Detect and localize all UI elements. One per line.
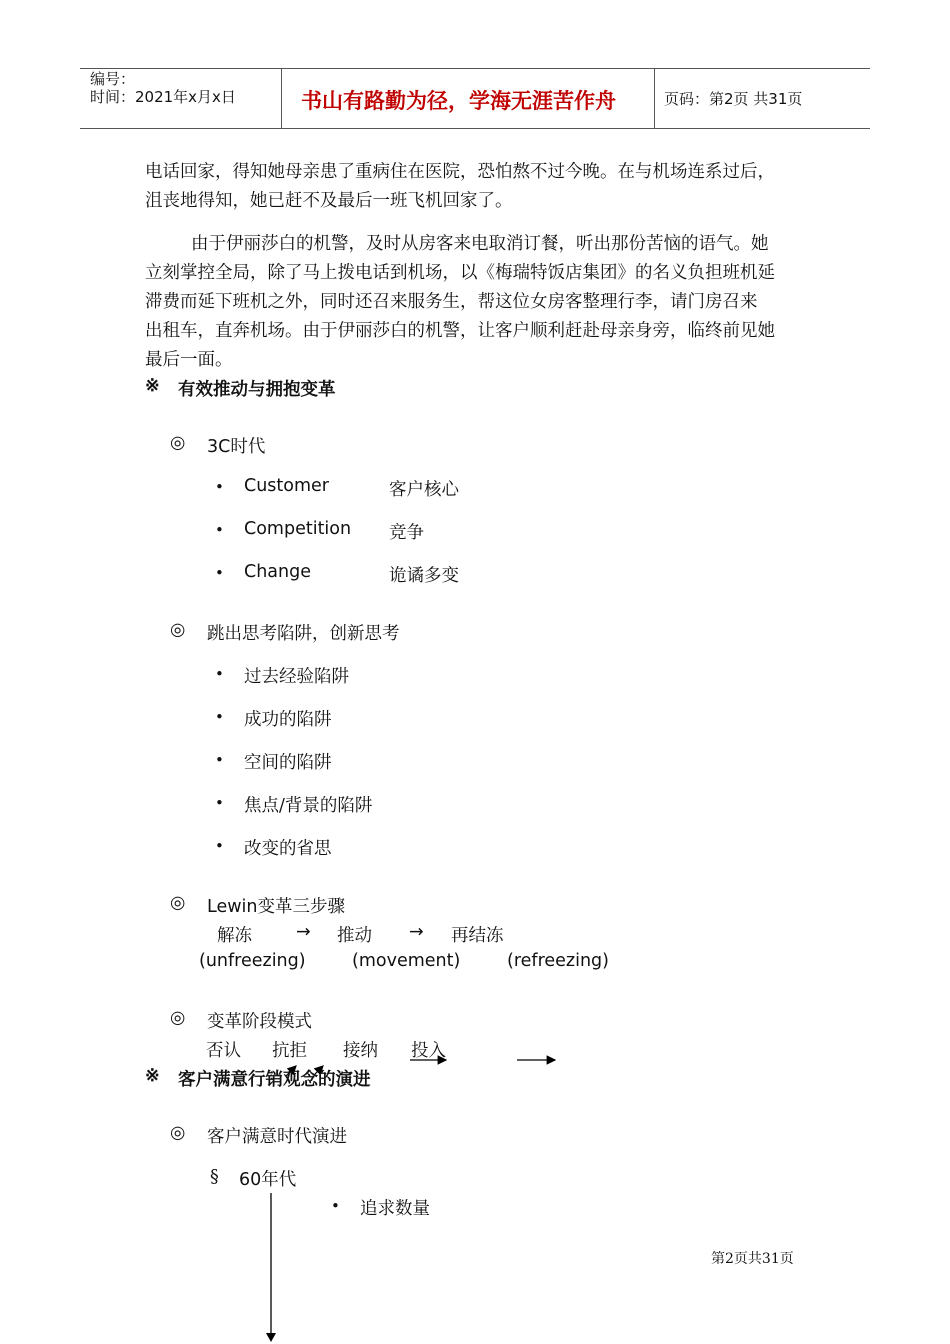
lewin-arrow: →	[296, 922, 311, 942]
bullet: •	[331, 1197, 340, 1215]
header-divider-left	[281, 68, 282, 129]
list-item: 成功的陷阱	[244, 710, 332, 730]
subsection-marker: ◎	[170, 893, 186, 913]
lewin-arrow: →	[409, 922, 424, 942]
lewin-step-zh: 解冻	[217, 926, 252, 946]
subsection-marker: ◎	[170, 1008, 186, 1028]
header-divider-right	[654, 68, 655, 129]
lewin-step-en: (movement)	[352, 951, 461, 971]
header-bottom-rule	[80, 128, 870, 129]
subsection-title: 跳出思考陷阱，创新思考	[207, 624, 400, 644]
paragraph-line: 最后一面。	[145, 350, 233, 370]
bullet: •	[215, 521, 224, 539]
stage-arrows-diagram	[0, 1040, 950, 1160]
subsection-title: 客户满意时代演进	[207, 1127, 347, 1147]
lewin-step-en: (unfreezing)	[199, 951, 306, 971]
list-item-zh: 竞争	[389, 523, 424, 543]
list-item: 空间的陷阱	[244, 753, 332, 773]
stage-label: 抗拒	[272, 1041, 307, 1061]
paragraph-line: 立刻掌控全局，除了马上拨电话到机场，以《梅瑞特饭店集团》的名义负担班机延	[145, 263, 775, 283]
subsection-marker: ◎	[170, 620, 186, 640]
paragraph-line: 由于伊丽莎白的机警，及时从房客来电取消订餐，听出那份苦恼的语气。她	[191, 234, 769, 254]
stage-label: 接纳	[343, 1041, 378, 1061]
list-item-zh: 诡谲多变	[389, 566, 459, 586]
list-item: 焦点/背景的陷阱	[244, 796, 373, 816]
bullet: •	[215, 708, 224, 726]
lewin-step-zh: 再结冻	[451, 926, 504, 946]
subsection-marker: ◎	[170, 433, 186, 453]
list-item-zh: 客户核心	[389, 480, 459, 500]
paragraph-line: 沮丧地得知，她已赶不及最后一班飞机回家了。	[145, 191, 513, 211]
era-marker: §	[210, 1167, 219, 1187]
header-time-label: 时间：2021年x月x日	[90, 88, 236, 106]
paragraph-line: 电话回家，得知她母亲患了重病住在医院，恐怕熬不过今晚。在与机场连系过后，	[145, 162, 775, 182]
timeline-arrow	[262, 1192, 282, 1342]
footer-page-label: 第2页共31页	[711, 1251, 794, 1267]
list-item: 过去经验陷阱	[244, 667, 349, 687]
list-item-en: Customer	[244, 476, 330, 496]
section-title: 客户满意行销观念的演进	[178, 1070, 371, 1090]
bullet: •	[215, 794, 224, 812]
bullet: •	[215, 837, 224, 855]
subsection-title: 3C时代	[207, 437, 266, 457]
subsection-title: 变革阶段模式	[207, 1012, 312, 1032]
bullet: •	[215, 665, 224, 683]
section-title: 有效推动与拥抱变革	[178, 380, 336, 400]
list-item: 追求数量	[360, 1199, 430, 1219]
lewin-step-en: (refreezing)	[507, 951, 609, 971]
list-item: 改变的省思	[244, 839, 332, 859]
section-marker: ※	[145, 1066, 160, 1086]
paragraph-line: 出租车，直奔机场。由于伊丽莎白的机警，让客户顺利赶赴母亲身旁，临终前见她	[145, 321, 775, 341]
header-page-label: 页码：第2页 共31页	[664, 90, 803, 108]
stage-label: 投入	[411, 1041, 446, 1061]
bullet: •	[215, 751, 224, 769]
header-motto: 书山有路勤为径，学海无涯苦作舟	[301, 88, 616, 113]
paragraph-line: 滞费而延下班机之外，同时还召来服务生，帮这位女房客整理行李，请门房召来	[145, 292, 758, 312]
section-marker: ※	[145, 376, 160, 396]
list-item-en: Competition	[244, 519, 352, 539]
era-label: 60年代	[239, 1170, 297, 1190]
list-item-en: Change	[244, 562, 312, 582]
header-serial-label: 编号：	[90, 70, 136, 88]
subsection-marker: ◎	[170, 1123, 186, 1143]
header-top-rule	[80, 68, 870, 69]
bullet: •	[215, 478, 224, 496]
subsection-title: Lewin变革三步骤	[207, 897, 345, 917]
lewin-step-zh: 推动	[337, 926, 372, 946]
bullet: •	[215, 564, 224, 582]
stage-label: 否认	[206, 1041, 241, 1061]
